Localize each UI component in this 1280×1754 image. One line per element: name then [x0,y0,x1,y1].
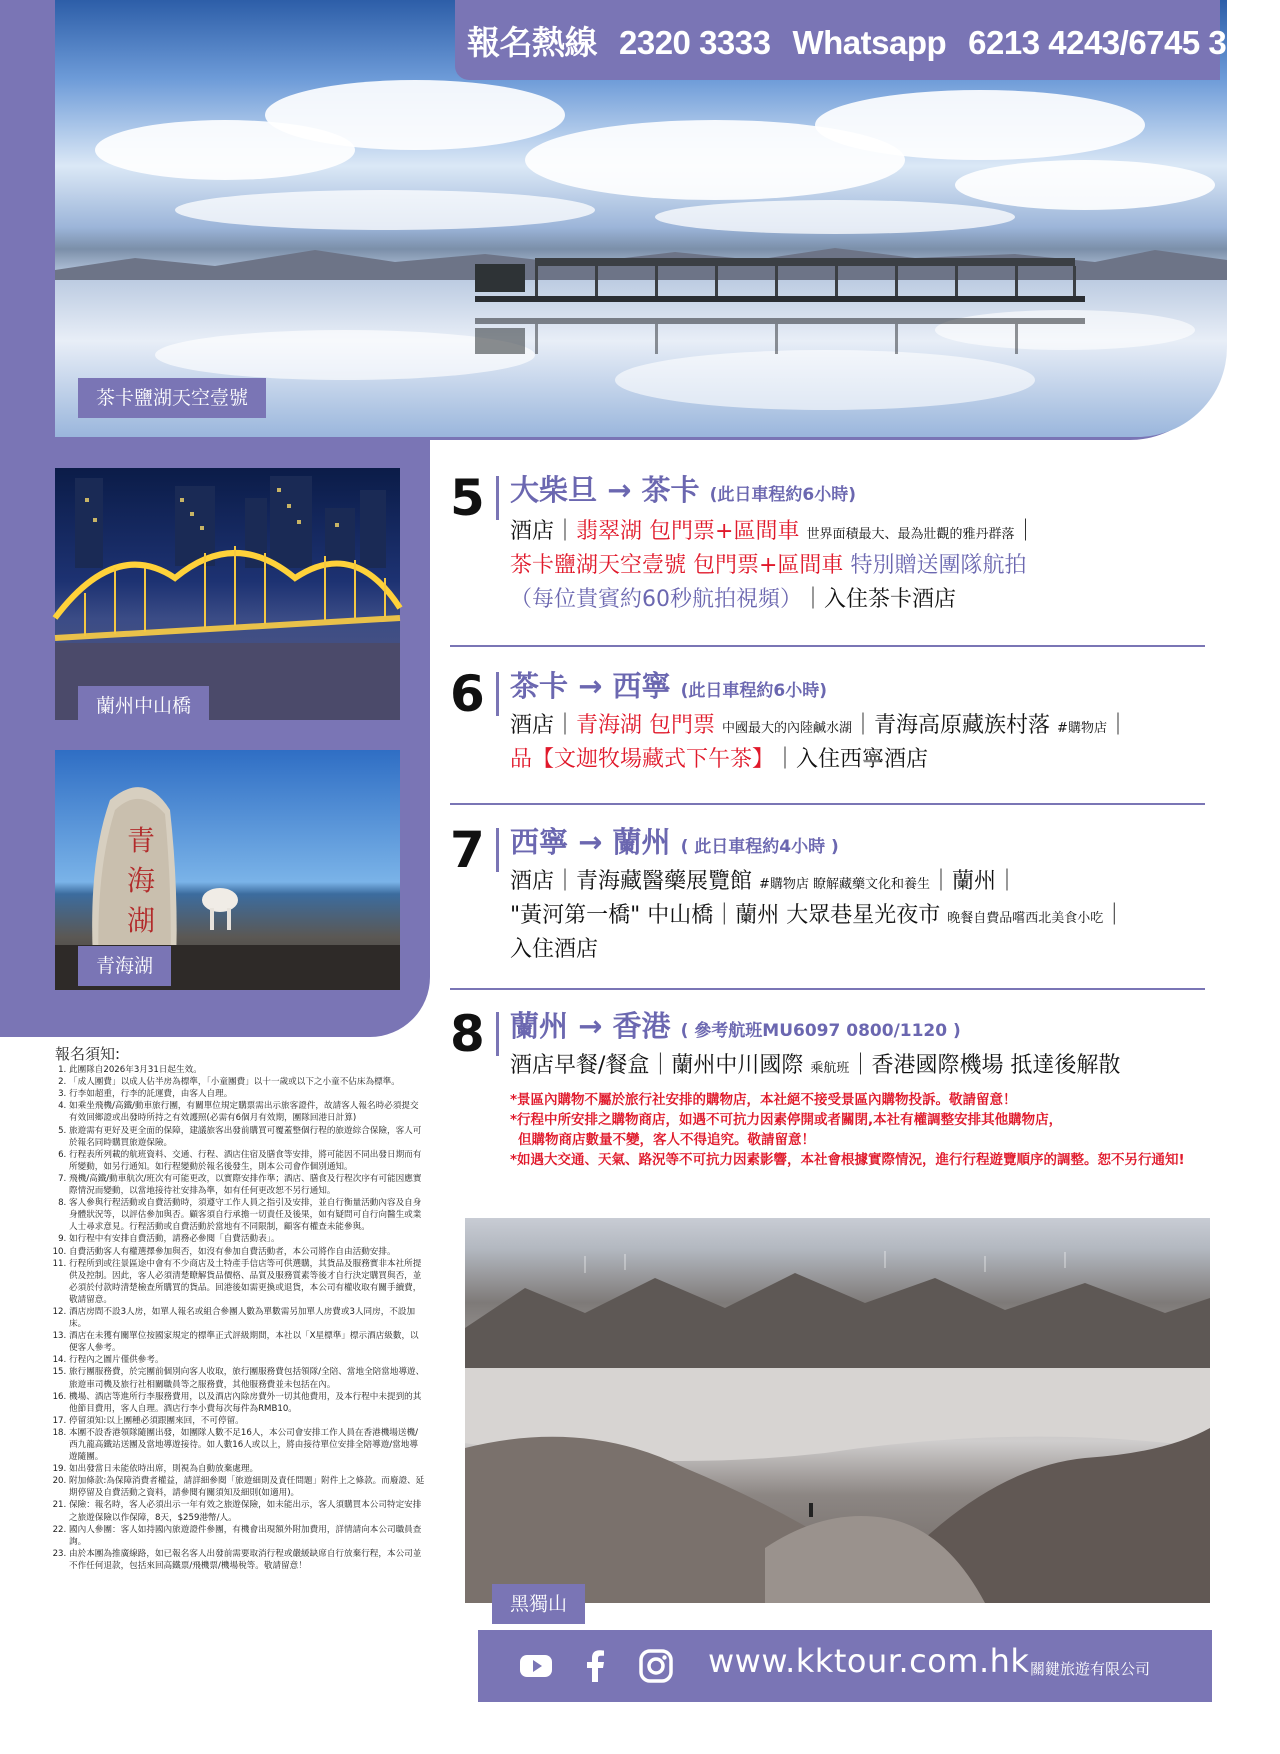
term-item: 10. 自費活動客人有權選擇參加與否，如沒有參加自費活動者，本公司將作自由活動安排。 [69,1246,425,1258]
note-line: *行程中所安排之購物商店，如遇不可抗力因素停開或者關閉,本社有權調整安排其他購物店， [510,1112,1063,1128]
company-name: 關鍵旅遊有限公司 [1030,1660,1151,1678]
term-item: 18. 本團不設香港領隊隨團出發，如團隊人數不足16人，本公司會安排工作人員在香港機場送機/西九龍高鐵站送團及當地導遊接待。如人數16人或以上，將由接待單位安排全陪導遊/當地導遊隨團。 [69,1427,425,1463]
day-8-block [450,1006,1205,1086]
pier-reflection [475,312,1085,362]
term-item: 1. 此團隊自2026年3月31日起生效。 [69,1064,425,1076]
stone-char-3: 湖 [127,904,156,937]
term-item: 2. 「成人團費」以成人佔半房為標準，「小童團費」以十一歲或以下之小童不佔床為標準。 [69,1076,425,1088]
day-divider [496,828,499,872]
desert-caption: 黑獨山 [492,1584,585,1624]
note-line: 但購物商店數量不變，客人不得追究。敬請留意！ [518,1132,815,1148]
day-divider [496,1012,499,1056]
term-item: 17. 停留須知:以上團種必須跟團來回，不可停留。 [69,1415,425,1427]
photo-heidushan [465,1218,1210,1603]
website-link[interactable]: www.kktour.com.hk [708,1642,1030,1680]
day-line-3: （每位貴賓約60秒航拍視頻）｜入住茶卡酒店 [510,587,957,612]
day-line-1: 酒店早餐/餐盒｜蘭州中川國際 乘航班｜香港國際機場 抵達後解散 [510,1053,1121,1078]
youtube-icon[interactable] [518,1648,554,1684]
whatsapp-label: Whatsapp [792,24,947,61]
term-item: 21. 保險：報名時，客人必須出示一年有效之旅遊保險，如未能出示，客人須購買本公司特定安排之旅遊保險以作保障，8天，$259港幣/人。 [69,1499,425,1523]
hotline-phone[interactable]: 2320 3333 [619,24,771,61]
footer-bar [478,1630,1212,1702]
terms-title: 報名須知: [55,1045,121,1063]
term-item: 20. 附加條款:為保障消費者權益，請詳細參閱「旅遊細則及責任問題」附件上之條款。而廢證、延期停留及自費活動之資料，請參閱有關須知及細則(如適用)。 [69,1475,425,1499]
day-line-3: 入住酒店 [510,937,599,962]
hotline-label: 報名熱線 [467,24,597,61]
term-item: 23. 由於本團為推廣線路，如已報名客人出發前需要取消行程或嚴緩缺席自行放棄行程，本公司並不作任何退款，包括來回高鐵票/飛機票/機場稅等。敬請留意！ [69,1548,425,1572]
day-separator [450,803,1205,805]
shopping-notes [510,1090,1210,1170]
term-item: 13. 酒店在未獲有關單位按國家規定的標準正式評級期間，本社以「X星標準」標示酒店級數，以便客人參考。 [69,1330,425,1354]
day-5-block [450,470,1205,620]
pier-pavilions [475,258,1085,308]
term-item: 6. 行程表所列載的航班資料、交通、行程、酒店住宿及膳食等安排，將可能因不同出發日期而有所變動，如另行通知。如行程變動於報名後發生，則本公司會作個別通知。 [69,1149,425,1173]
term-item: 8. 客人參與行程活動或自費活動時，須遵守工作人員之指引及安排，並自行衡量活動內容及自身身體狀況等，以評估參加與否。顧客須自行承擔一切責任及後果，如有疑問可自行向醫生或業人士尋求意見。行程活動或自費活動於當地有不同限制，顧客有權查未能參與。 [69,1197,425,1233]
term-item: 3. 行李如超重，行李的託運費，由客人自理。 [69,1088,425,1100]
stone-char-1: 青 [127,824,156,857]
term-item: 16. 機場、酒店等進所行李服務費用，以及酒店內除房費外一切其他費用，及本行程中未提到的其他節目費用，客人自理。酒店行李小費每次每件為RMB10。 [69,1391,425,1415]
registration-terms [55,1045,425,1572]
term-item: 5. 旅遊需有更好及更全面的保障，建議旅客出發前購買可覆蓋整個行程的旅遊綜合保險，客人可於報名同時購買旅遊保險。 [69,1125,425,1149]
day-separator [450,645,1205,647]
facebook-icon[interactable] [578,1648,614,1684]
day-line-2: 品【文迦牧場藏式下午茶】｜入住西寧酒店 [510,747,929,772]
day-divider [496,672,499,716]
bridge-caption: 蘭州中山橋 [78,686,209,726]
day-number: 6 [450,665,485,723]
day-separator [450,988,1205,990]
term-item: 12. 酒店房間不設3人房，如單人報名或組合參團人數為單數需另加單人房費或3人同房，不設加床。 [69,1306,425,1330]
term-item: 14. 行程內之圖片僅供參考。 [69,1354,425,1366]
term-item: 7. 飛機/高鐵/動車航次/班次有可能更改，以實際安排作準；酒店、膳食及行程次序有可能因應實際情況而變動，以當地接待社安排為準，如有任何更改恕不另行通知。 [69,1173,425,1197]
term-item: 4. 如乘坐飛機/高鐵/動車旅行團，有關單位規定購票需出示旅客證件，故請客人報名時必須提交有效回鄉證或出發時所持之有效護照(必需有6個月有效期，團隊回港日計算) [69,1100,425,1124]
day-route: 大柴旦 → 茶卡 (此日車程約6小時) [510,473,856,507]
day-line-1: 酒店｜青海湖 包門票 中國最大的內陸鹹水湖｜青海高原藏族村落 #購物店｜ [510,713,1129,738]
day-line-1: 酒店｜翡翠湖 包門票+區間車 世界面積最大、最為壯觀的雅丹群落｜ [510,519,1037,544]
whatsapp-number[interactable]: 6213 4243/6745 3024 [968,24,1280,61]
term-item: 19. 如出發當日未能依時出席，則視為自動放棄處理。 [69,1463,425,1475]
hero-caption: 茶卡鹽湖天空壹號 [78,378,266,418]
day-route: 蘭州 → 香港 ( 參考航班MU6097 0800/1120 ) [510,1009,961,1043]
day-divider [496,476,499,520]
photo-zhongshan-bridge [55,468,400,720]
term-item: 15. 旅行團服務費，於完團前個別向客人收取，旅行團服務費包括領隊/全陪、當地全陪當地導遊、旅遊車司機及旅行社相關職員等之服務費，其他服務費並未包括在內。 [69,1366,425,1390]
day-line-2: 茶卡鹽湖天空壹號 包門票+區間車 特別贈送團隊航拍 [510,553,1027,578]
term-item: 9. 如行程中有安排自費活動，請務必參閱「自費活動表」。 [69,1233,425,1245]
term-item: 11. 行程所到或往景區途中會有不少商店及土特產手信店等可供選購，其貨品及服務實非本社所提供及控制。因此，客人必須清楚瞭解貨品價格、品質及服務質素等後才自行決定購買與否，並必須於付款時清楚檢查所購買的貨品。回港後如需更換或退貨，本公司有權收取有關手續費，敬請留意。 [69,1258,425,1306]
stone-char-2: 海 [127,864,156,897]
day-7-block [450,822,1205,972]
day-route: 茶卡 → 西寧 (此日車程約6小時) [510,669,827,703]
day-line-2: "黃河第一橋" 中山橋｜蘭州 大眾巷星光夜市 晚餐自費品嚐西北美食小吃｜ [510,903,1126,928]
day-6-block [450,666,1205,786]
day-route: 西寧 → 蘭州 ( 此日車程約4小時 ) [510,825,839,859]
lake-caption: 青海湖 [78,946,171,986]
day-number: 5 [450,469,485,527]
day-number: 8 [450,1005,485,1063]
day-line-1: 酒店｜青海藏醫藥展覽館 #購物店 瞭解藏藥文化和養生｜蘭州｜ [510,869,1019,894]
note-line: *如遇大交通、天氣、路況等不可抗力因素影響，本社會根據實際情況，進行行程遊覽順序的調整。恕不另行通知! [510,1152,1185,1168]
day-number: 7 [450,821,485,879]
note-line: *景區內購物不屬於旅行社安排的購物店，本社絕不接受景區內購物投訴。敬請留意！ [510,1092,1017,1108]
term-item: 22. 國內人參團：客人如持國內旅遊證件參團，有機會出現額外附加費用，詳情請向本公司職員查詢。 [69,1524,425,1548]
hotline-banner [455,0,1280,80]
instagram-icon[interactable] [638,1648,674,1684]
